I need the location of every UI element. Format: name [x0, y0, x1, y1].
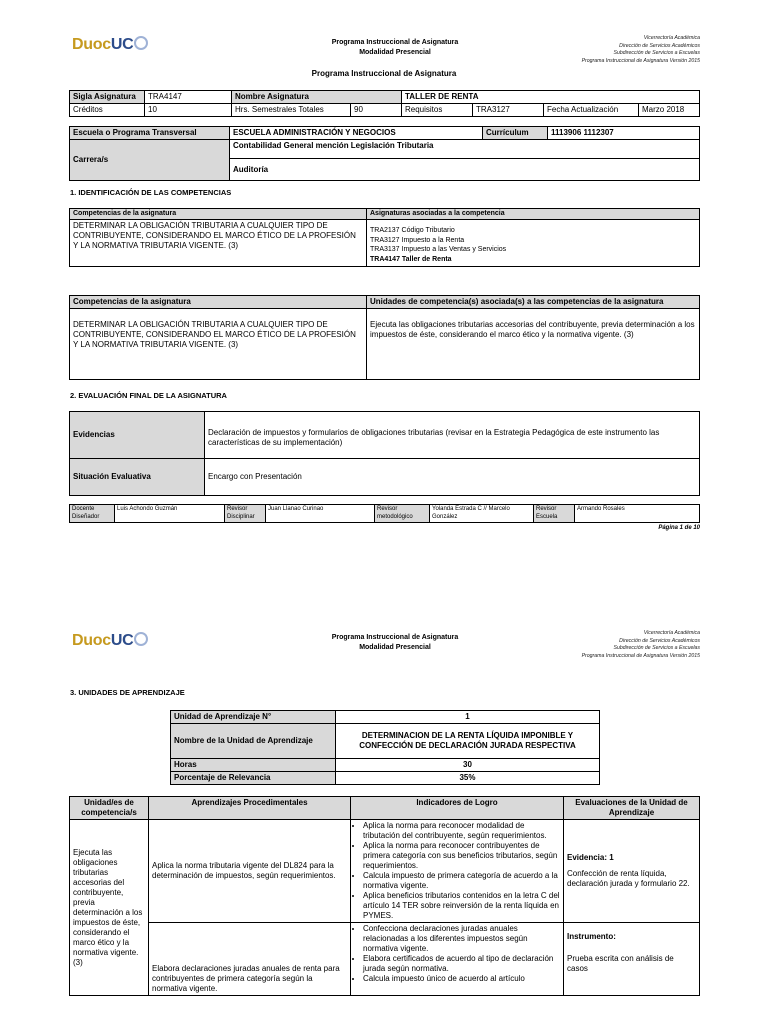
duoc-uc-logo: DuocUC [72, 36, 148, 54]
school-table: Escuela o Programa Transversal ESCUELA ADMINISTRACIÓN Y NEGOCIOS Currículum 1113906 1112307 Carrera/s Contabilidad General mención Legislación Tributaria Auditoría [69, 126, 700, 181]
page-2 [0, 548, 768, 1024]
logo-circle-icon [134, 632, 148, 646]
competencies-table-2: Competencias de la asignatura Unidades de competencia(s) asociada(s) a las competencias de la asignatura DETERMINAR LA OBLIGACIÓN TRIBUTARIA A CUALQUIER TIPO DE CONTRIBUYENTE, CONSIDERANDO EL MARCO ÉTICO DE LA PROFESIÓN Y LA NORMATIVA TRIBUTARIA VIGENTE. (3) Ejecuta las obligaciones tributarias accesorias del contribuyente, previa determinación a los impuestos de éste, considerando el marco ético y la normativa vigente. (3) [69, 295, 700, 380]
competencies-table-1: Competencias de la asignatura Asignaturas asociadas a la competencia DETERMINAR LA OBLIGACIÓN TRIBUTARIA A CUALQUIER TIPO DE CONTRIBUYENTE, CONSIDERANDO EL MARCO ÉTICO DE LA PROFESIÓN Y LA NORMATIVA TRIBUTARIA VIGENTE. (3) TRA2137 Código Tributario TRA3127 Impuesto a la Renta TRA3137 Impuesto a las Ventas y Servicios TRA4147 Taller de Renta [69, 208, 700, 267]
logo-circle-icon [134, 36, 148, 50]
staff-table: Docente Diseñador Luis Achondo Guzmán Revisor Disciplinar Juan Llanao Curinao Revisor metodológico Yolanda Estrada C // Marcelo González Revisor Escuela Armando Rosales [69, 504, 700, 523]
learning-unit-table: Unidad/es de competencia/s Aprendizajes Procedimentales Indicadores de Logro Evaluaciones de la Unidad de Aprendizaje Ejecuta las obligaciones tributarias accesorias del contribuyente, previa determinación a los impuestos de éste, considerando el marco ético y la normativa vigente. (3) Aplica la norma tributaria vigente del DL824 para la determinación de impuestos, según requerimientos. • Aplica la norma para reconocer modalidad de tributación del contribuyente, según requerimientos. • Aplica la norma para reconocer contribuyentes de primera categoría con sus beneficios tributarios, según requerimientos. • Calcula impuesto de primera categoría de acuerdo a la normativa vigente. • Aplica beneficios tributarios contenidos en la letra C del artículo 14 TER sobre reinversión de la renta líquida en PYMES. Evidencia: 1 Confección de renta líquida, declaración jurada y formulario 22. Elabora declaraciones juradas anuales de renta para contribuyentes de primera categoría según la normativa vigente. • Confecciona declaraciones juradas anuales relacionadas a los diferentes impuestos según normativa vigente. • Elabora certificados de acuerdo al tipo de declaración jurada según normativa. • Calcula impuesto único de acuerdo al artículo Instrumento: Prueba escrita con análisis de casos [69, 796, 700, 996]
header-center: Programa Instruccional de Asignatura Modalidad Presencial [331, 39, 459, 56]
header-right: Vicerrectoría Académica Dirección de Servicios Académicos Subdirección de Servicios a Escuelas Programa Instruccional de Asignatura Versión 2015 [581, 35, 700, 64]
indicators-list-1: • Aplica la norma para reconocer modalidad de tributación del contribuyente, según requerimientos. • Aplica la norma para reconocer contribuyentes de primera categoría con sus beneficios tributarios, según requerimientos. • Calcula impuesto de primera categoría de acuerdo a la normativa vigente. • Aplica beneficios tributarios contenidos en la letra C del artículo 14 TER sobre reinversión de la renta líquida en PYMES. [351, 821, 560, 921]
page-number: Página 1 de 10 [658, 525, 700, 531]
header-right-2: Vicerrectoría Académica Dirección de Servicios Académicos Subdirección de Servicios a Escuelas Programa Instruccional de Asignatura Versión 2015 [581, 630, 700, 659]
evaluation-table: Evidencias Declaración de impuestos y formularios de obligaciones tributarias (revisar en la Estrategia Pedagógica de este instrumento las características de su implementación) Situación Evaluativa Encargo con Presentación [69, 411, 700, 496]
indicators-list-2: • Confecciona declaraciones juradas anuales relacionadas a los diferentes impuestos según normativa vigente. • Elabora certificados de acuerdo al tipo de declaración jurada según normativa. • Calcula impuesto único de acuerdo al artículo [351, 924, 560, 984]
section-2-title: 2. EVALUACIÓN FINAL DE LA ASIGNATURA [70, 391, 227, 400]
course-info-table: Sigla Asignatura TRA4147 Nombre Asignatura TALLER DE RENTA Créditos 10 Hrs. Semestrales Totales 90 Requisitos TRA3127 Fecha Actualización Marzo 2018 [69, 90, 700, 117]
document-title: Programa Instruccional de Asignatura [311, 69, 457, 78]
unit-info-table: Unidad de Aprendizaje N° 1 Nombre de la Unidad de Aprendizaje DETERMINACION DE LA RENTA LÍQUIDA IMPONIBLE Y CONFECCIÓN DE DECLARACIÓN JURADA RESPECTIVA Horas 30 Porcentaje de Relevancia 35% [170, 710, 600, 785]
section-1-title: 1. IDENTIFICACIÓN DE LAS COMPETENCIAS [70, 188, 232, 197]
header-center-2: Programa Instruccional de Asignatura Modalidad Presencial [331, 634, 459, 651]
section-3-title: 3. UNIDADES DE APRENDIZAJE [70, 688, 185, 697]
duoc-uc-logo-2: DuocUC [72, 632, 148, 650]
